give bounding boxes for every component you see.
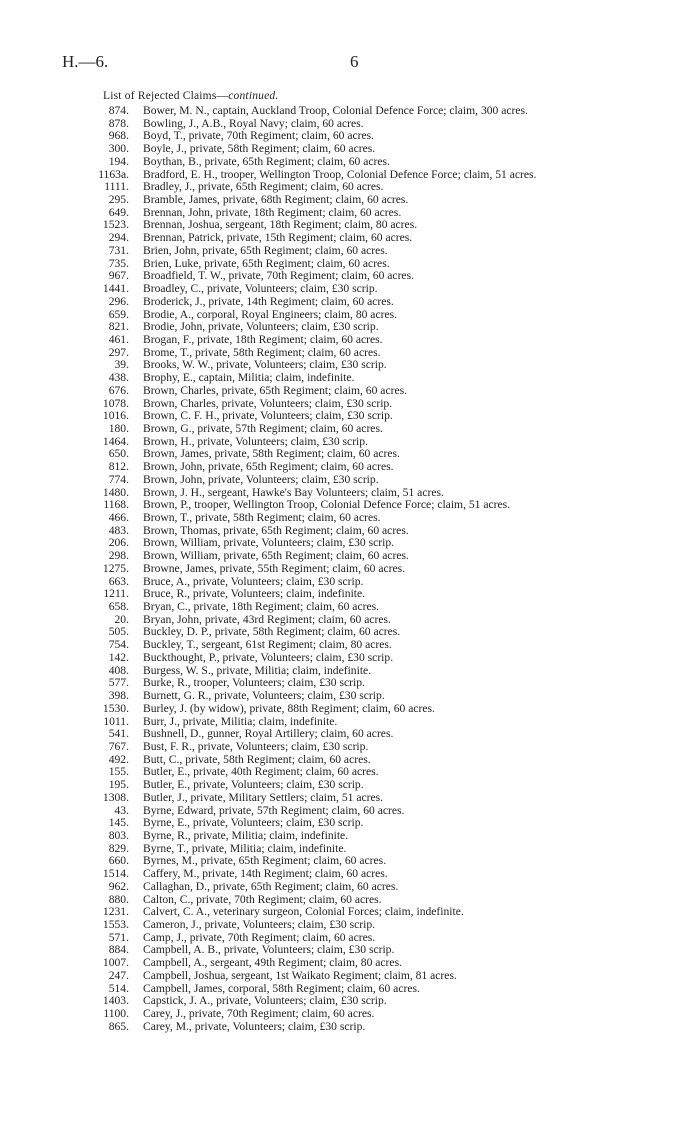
claim-number: 1011. bbox=[103, 714, 129, 728]
claim-number: 296. bbox=[108, 294, 129, 308]
claim-details: Brophy, E., captain, Militia; claim, indefinite. bbox=[143, 371, 355, 385]
claim-number: 1211. bbox=[103, 587, 129, 601]
claim-number: 408. bbox=[108, 663, 129, 677]
claim-number: 1308. bbox=[102, 790, 129, 804]
claim-details: Brown, John, private, 65th Regiment; claim, 60 acres. bbox=[143, 460, 394, 474]
list-item bbox=[0, 779, 700, 792]
claim-details: Butler, J., private, Military Settlers; claim, 51 acres. bbox=[143, 790, 384, 804]
claim-details: Brown, H., private, Volunteers; claim, £30 scrip. bbox=[143, 434, 368, 448]
claim-details: Capstick, J. A., private, Volunteers; claim, £30 scrip. bbox=[143, 994, 387, 1008]
claim-details: Callaghan, D., private, 65th Regiment; claim, 60 acres. bbox=[143, 879, 399, 893]
claim-number: 180. bbox=[108, 421, 129, 435]
claim-details: Brennan, Joshua, sergeant, 18th Regiment; claim, 80 acres. bbox=[143, 218, 418, 232]
claim-number: 676. bbox=[108, 383, 129, 397]
list-item bbox=[0, 512, 700, 525]
claim-details: Bruce, R., private, Volunteers; claim, indefinite. bbox=[143, 587, 366, 601]
claim-number: 20. bbox=[114, 612, 129, 626]
page-number: 6 bbox=[350, 52, 359, 71]
claim-number: 865. bbox=[108, 1019, 129, 1033]
list-item bbox=[0, 474, 700, 487]
claim-details: Byrne, Edward, private, 57th Regiment; claim, 60 acres. bbox=[143, 803, 405, 817]
list-item bbox=[0, 232, 700, 245]
claim-number: 39. bbox=[114, 358, 129, 372]
claim-details: Boyd, T., private, 70th Regiment; claim, 60 acres. bbox=[143, 129, 375, 143]
claim-number: 878. bbox=[108, 116, 129, 130]
claim-details: Carey, J., private, 70th Regiment; claim, 60 acres. bbox=[143, 1007, 375, 1021]
claim-details: Brooks, W. W., private, Volunteers; claim, £30 scrip. bbox=[143, 358, 387, 372]
claim-number: 962. bbox=[108, 879, 129, 893]
claim-number: 195. bbox=[108, 778, 129, 792]
claim-details: Brennan, Patrick, private, 15th Regiment; claim, 60 acres. bbox=[143, 231, 413, 245]
claim-details: Bushnell, D., gunner, Royal Artillery; claim, 60 acres. bbox=[143, 727, 394, 741]
list-title bbox=[103, 90, 278, 102]
list-item bbox=[0, 194, 700, 207]
claim-number: 1480. bbox=[102, 485, 129, 499]
claim-number: 483. bbox=[108, 523, 129, 537]
claim-details: Brogan, F., private, 18th Regiment; claim, 60 acres. bbox=[143, 332, 383, 346]
list-item bbox=[0, 652, 700, 665]
claim-details: Bower, M. N., captain, Auckland Troop, Colonial Defence Force; claim, 300 acres. bbox=[143, 104, 528, 117]
claim-details: Campbell, A., sergeant, 49th Regiment; claim, 80 acres. bbox=[143, 956, 402, 970]
claim-number: 43. bbox=[114, 803, 129, 817]
claim-details: Brennan, John, private, 18th Regiment; claim, 60 acres. bbox=[143, 205, 402, 219]
claim-details: Brown, William, private, Volunteers; claim, £30 scrip. bbox=[143, 536, 395, 550]
list-item bbox=[0, 563, 700, 576]
claim-number: 438. bbox=[108, 371, 129, 385]
claim-details: Campbell, James, corporal, 58th Regiment; claim, 60 acres. bbox=[143, 981, 420, 995]
claim-number: 1231. bbox=[102, 905, 129, 919]
list-item bbox=[0, 334, 700, 347]
claim-details: Calvert, C. A., veterinary surgeon, Colonial Forces; claim, indefinite. bbox=[143, 905, 464, 919]
claim-number: 1403. bbox=[102, 994, 129, 1008]
claim-number: 649. bbox=[108, 205, 129, 219]
claim-details: Butler, E., private, 40th Regiment; claim, 60 acres. bbox=[143, 765, 379, 779]
claim-details: Burgess, W. S., private, Militia; claim, indefinite. bbox=[143, 663, 372, 677]
claim-number: 874. bbox=[108, 104, 129, 117]
claim-details: Bradley, J., private, 65th Regiment; claim, 60 acres. bbox=[143, 180, 384, 194]
list-item bbox=[0, 792, 700, 805]
claim-details: Bryan, John, private, 43rd Regiment; claim, 60 acres. bbox=[143, 612, 391, 626]
list-item bbox=[0, 957, 700, 970]
claim-details: Broadfield, T. W., private, 70th Regiment; claim, 60 acres. bbox=[143, 269, 414, 283]
claim-number: 968. bbox=[108, 129, 129, 143]
claim-number: 803. bbox=[108, 828, 129, 842]
claim-details: Brown, T., private, 58th Regiment; claim, 60 acres. bbox=[143, 511, 381, 524]
list-item bbox=[0, 970, 700, 983]
claim-details: Buckthought, P., private, Volunteers; claim, £30 scrip. bbox=[143, 650, 394, 664]
claim-number: 663. bbox=[108, 574, 129, 588]
claim-details: Brome, T., private, 58th Regiment; claim, 60 acres. bbox=[143, 345, 381, 359]
claim-number: 967. bbox=[108, 269, 129, 283]
list-item bbox=[0, 385, 700, 398]
claim-number: 1163a. bbox=[98, 167, 129, 181]
list-item bbox=[0, 245, 700, 258]
list-item bbox=[0, 1008, 700, 1021]
claim-details: Browne, James, private, 55th Regiment; claim, 60 acres. bbox=[143, 561, 406, 575]
claim-details: Bruce, A., private, Volunteers; claim, £30 scrip. bbox=[143, 574, 364, 588]
claim-details: Bradford, E. H., trooper, Wellington Troop, Colonial Defence Force; claim, 51 acres. bbox=[143, 167, 537, 181]
claim-number: 1275. bbox=[102, 561, 129, 575]
claim-details: Brodie, A., corporal, Royal Engineers; claim, 80 acres. bbox=[143, 307, 398, 321]
claim-number: 829. bbox=[108, 841, 129, 855]
claim-details: Brown, Charles, private, Volunteers; claim, £30 scrip. bbox=[143, 396, 393, 410]
claim-details: Bramble, James, private, 68th Regiment; claim, 60 acres. bbox=[143, 193, 409, 207]
claim-details: Brodie, John, private, Volunteers; claim, £30 scrip. bbox=[143, 320, 379, 334]
claim-details: Campbell, Joshua, sergeant, 1st Waikato Regiment; claim, 81 acres. bbox=[143, 968, 457, 982]
claim-number: 398. bbox=[108, 689, 129, 703]
claim-details: Campbell, A. B., private, Volunteers; claim, £30 scrip. bbox=[143, 943, 395, 957]
claim-number: 1111. bbox=[104, 180, 129, 194]
claim-details: Brown, P., trooper, Wellington Troop, Colonial Defence Force; claim, 51 acres. bbox=[143, 498, 511, 512]
claim-number: 294. bbox=[108, 231, 129, 245]
claim-details: Broderick, J., private, 14th Regiment; claim, 60 acres. bbox=[143, 294, 394, 308]
claim-number: 145. bbox=[108, 816, 129, 830]
claim-details: Camp, J., private, 70th Regiment; claim, 60 acres. bbox=[143, 930, 376, 944]
claim-number: 514. bbox=[108, 981, 129, 995]
claim-details: Brien, Luke, private, 65th Regiment; claim, 60 acres. bbox=[143, 256, 390, 270]
claim-number: 142. bbox=[108, 650, 129, 664]
claim-details: Brien, John, private, 65th Regiment; claim, 60 acres. bbox=[143, 243, 388, 257]
claim-details: Cameron, J., private, Volunteers; claim, £30 scrip. bbox=[143, 918, 376, 931]
claim-number: 194. bbox=[108, 154, 129, 168]
claim-number: 1530. bbox=[102, 701, 129, 715]
claim-details: Boythan, B., private, 65th Regiment; claim, 60 acres. bbox=[143, 154, 390, 168]
claim-details: Byrne, E., private, Volunteers; claim, £30 scrip. bbox=[143, 816, 364, 830]
list-item bbox=[0, 1021, 700, 1034]
claim-number: 735. bbox=[108, 256, 129, 270]
claim-details: Bowling, J., A.B., Royal Navy; claim, 60 acres. bbox=[143, 116, 364, 130]
claim-number: 821. bbox=[108, 320, 129, 334]
claim-number: 774. bbox=[108, 472, 129, 486]
list-item bbox=[0, 817, 700, 830]
claim-number: 571. bbox=[108, 930, 129, 944]
claim-number: 297. bbox=[108, 345, 129, 359]
claim-number: 880. bbox=[108, 892, 129, 906]
claim-number: 812. bbox=[108, 460, 129, 474]
list-item bbox=[0, 143, 700, 156]
list-item bbox=[0, 881, 700, 894]
claim-details: Butler, E., private, Volunteers; claim, £30 scrip. bbox=[143, 778, 364, 792]
claim-details: Burnett, G. R., private, Volunteers; claim, £30 scrip. bbox=[143, 689, 385, 703]
claim-details: Bryan, C., private, 18th Regiment; claim, 60 acres. bbox=[143, 600, 380, 614]
claim-number: 577. bbox=[108, 676, 129, 690]
claim-details: Brown, James, private, 58th Regiment; claim, 60 acres. bbox=[143, 447, 400, 461]
claim-number: 247. bbox=[108, 968, 129, 982]
claim-number: 1007. bbox=[102, 956, 129, 970]
list-item bbox=[0, 461, 700, 474]
claim-number: 1016. bbox=[102, 409, 129, 423]
claim-number: 492. bbox=[108, 752, 129, 766]
claim-number: 1514. bbox=[102, 867, 129, 881]
claim-details: Brown, J. H., sergeant, Hawke's Bay Volunteers; claim, 51 acres. bbox=[143, 485, 444, 499]
list-item bbox=[0, 830, 700, 843]
list-item bbox=[0, 372, 700, 385]
claim-number: 1168. bbox=[103, 498, 129, 512]
claim-details: Buckley, D. P., private, 58th Regiment; claim, 60 acres. bbox=[143, 625, 401, 639]
claim-details: Burley, J. (by widow), private, 88th Regiment; claim, 60 acres. bbox=[143, 701, 435, 715]
claim-details: Broadley, C., private, Volunteers; claim, £30 scrip. bbox=[143, 282, 378, 296]
claim-number: 155. bbox=[108, 765, 129, 779]
claim-details: Brown, John, private, Volunteers; claim, £30 scrip. bbox=[143, 472, 379, 486]
list-item bbox=[0, 423, 700, 436]
claim-number: 884. bbox=[108, 943, 129, 957]
claim-number: 650. bbox=[108, 447, 129, 461]
list-item bbox=[0, 868, 700, 881]
claim-number: 541. bbox=[108, 727, 129, 741]
claim-number: 767. bbox=[108, 739, 129, 753]
claim-number: 658. bbox=[108, 600, 129, 614]
claim-number: 466. bbox=[108, 511, 129, 524]
list-item bbox=[0, 703, 700, 716]
claim-details: Bust, F. R., private, Volunteers; claim, £30 scrip. bbox=[143, 739, 369, 753]
claim-number: 1553. bbox=[102, 918, 129, 931]
claim-number: 1464. bbox=[102, 434, 129, 448]
document-reference: H.—6. bbox=[62, 52, 109, 71]
rejected-claims-list bbox=[0, 105, 700, 1033]
claim-details: Byrne, T., private, Militia; claim, indefinite. bbox=[143, 841, 347, 855]
claim-details: Burr, J., private, Militia; claim, indefinite. bbox=[143, 714, 338, 728]
list-item bbox=[0, 601, 700, 614]
claim-details: Boyle, J., private, 58th Regiment; claim, 60 acres. bbox=[143, 142, 376, 156]
claim-number: 659. bbox=[108, 307, 129, 321]
claim-details: Brown, Charles, private, 65th Regiment; claim, 60 acres. bbox=[143, 383, 408, 397]
claim-details: Burke, R., trooper, Volunteers; claim, £30 scrip. bbox=[143, 676, 365, 690]
list-item bbox=[0, 639, 700, 652]
list-title-prefix: List of Rejected Claims— bbox=[103, 90, 229, 102]
claim-details: Brown, G., private, 57th Regiment; claim, 60 acres. bbox=[143, 421, 383, 435]
list-item bbox=[0, 296, 700, 309]
list-item bbox=[0, 919, 700, 932]
claim-details: Brown, C. F. H., private, Volunteers; claim, £30 scrip. bbox=[143, 409, 393, 423]
claim-number: 754. bbox=[108, 638, 129, 652]
claim-number: 1100. bbox=[103, 1007, 129, 1021]
claim-number: 1523. bbox=[102, 218, 129, 232]
claim-details: Buckley, T., sergeant, 61st Regiment; claim, 80 acres. bbox=[143, 638, 392, 652]
claim-number: 295. bbox=[108, 193, 129, 207]
claim-details: Butt, C., private, 58th Regiment; claim, 60 acres. bbox=[143, 752, 371, 766]
claim-details: Caffery, M., private, 14th Regiment; claim, 60 acres. bbox=[143, 867, 388, 881]
claim-number: 298. bbox=[108, 549, 129, 563]
claim-number: 660. bbox=[108, 854, 129, 868]
claim-details: Byrne, R., private, Militia; claim, indefinite. bbox=[143, 828, 349, 842]
list-item bbox=[0, 741, 700, 754]
page-header bbox=[0, 52, 700, 76]
claim-details: Byrnes, M., private, 65th Regiment; claim, 60 acres. bbox=[143, 854, 387, 868]
claim-number: 505. bbox=[108, 625, 129, 639]
list-item bbox=[0, 156, 700, 169]
claim-number: 1441. bbox=[102, 282, 129, 296]
list-title-continued: continued. bbox=[228, 90, 279, 102]
claim-details: Calton, C., private, 70th Regiment; claim, 60 acres. bbox=[143, 892, 382, 906]
list-item bbox=[0, 690, 700, 703]
claim-number: 300. bbox=[108, 142, 129, 156]
claim-number: 731. bbox=[108, 243, 129, 257]
claim-details: Brown, William, private, 65th Regiment; claim, 60 acres. bbox=[143, 549, 409, 563]
claim-number: 1078. bbox=[102, 396, 129, 410]
list-item bbox=[0, 283, 700, 296]
claim-details: Carey, M., private, Volunteers; claim, £30 scrip. bbox=[143, 1019, 366, 1033]
claim-number: 461. bbox=[108, 332, 129, 346]
list-item bbox=[0, 550, 700, 563]
claim-number: 206. bbox=[108, 536, 129, 550]
claim-details: Brown, Thomas, private, 65th Regiment; claim, 60 acres. bbox=[143, 523, 409, 537]
list-item bbox=[0, 105, 700, 118]
